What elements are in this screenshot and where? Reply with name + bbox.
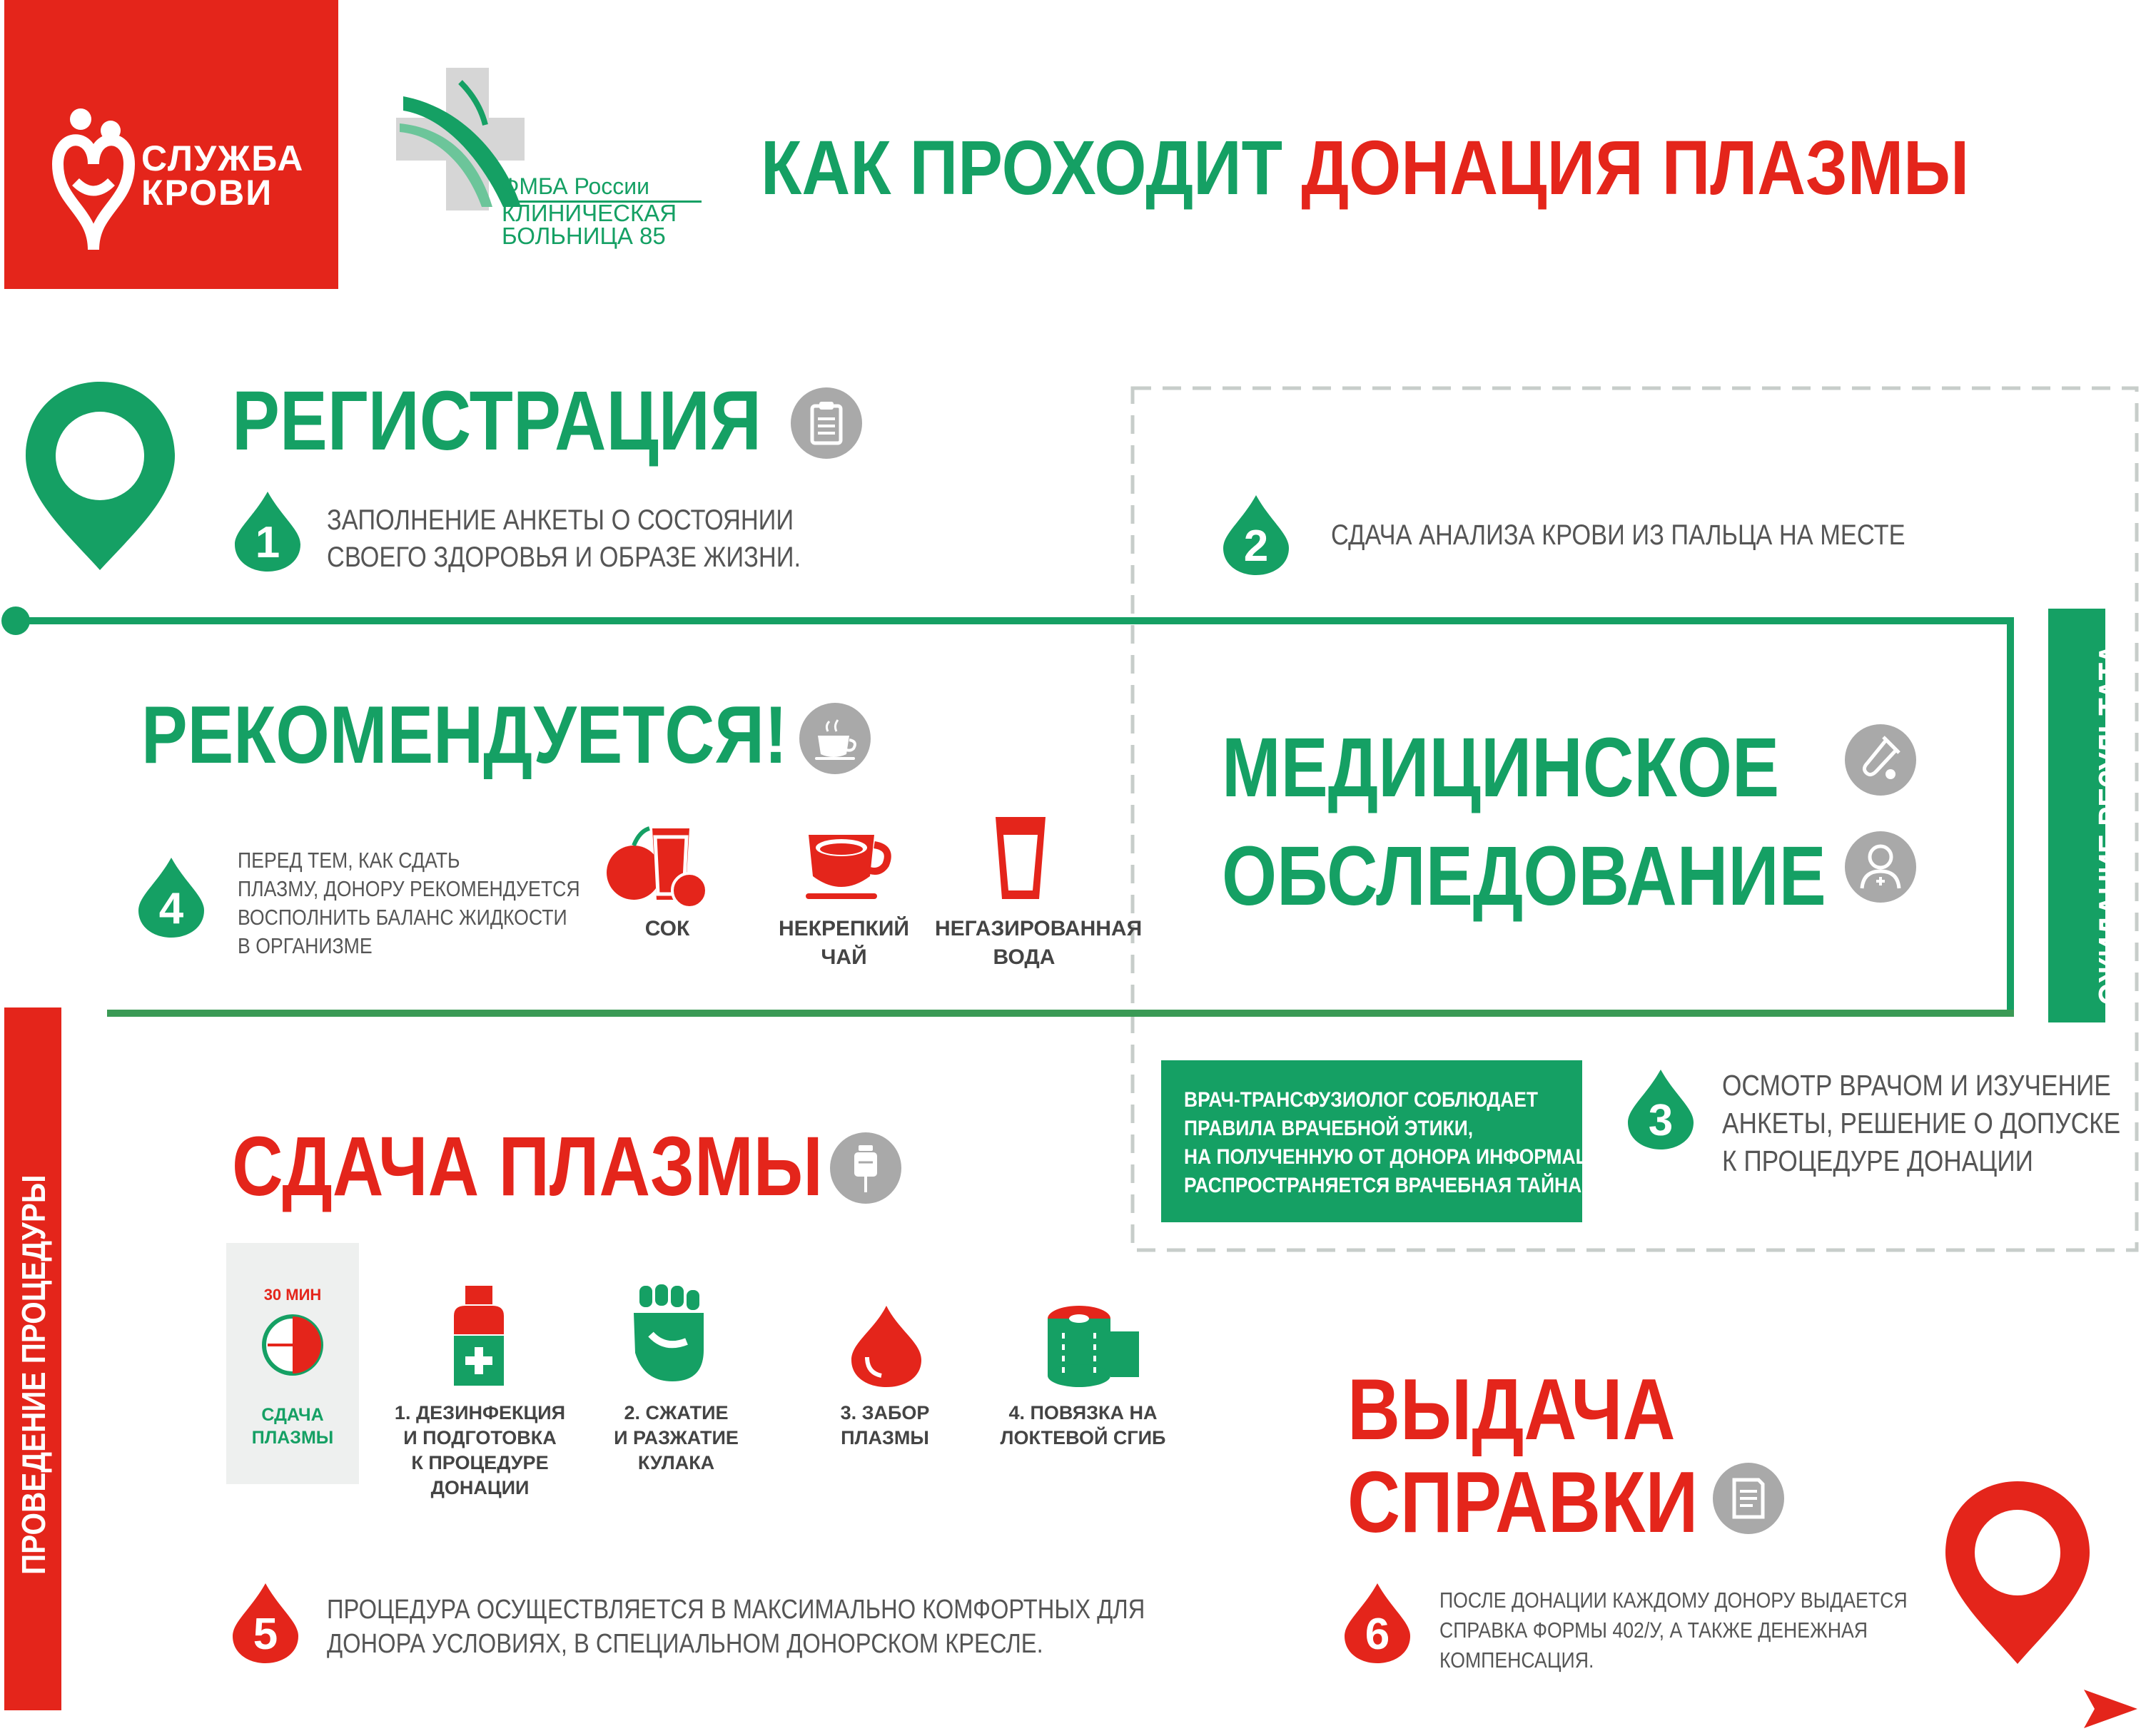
procedure-label-bar — [4, 1007, 61, 1710]
drink-water-line2: ВОДА — [993, 945, 1056, 969]
step-5-number: 5 — [253, 1610, 278, 1659]
timer-card — [226, 1243, 359, 1484]
procedure-step-1-line3: К ПРОЦЕДУРЕ ДОНАЦИИ — [411, 1452, 549, 1498]
procedure-step-3-line1: 3. ЗАБОР — [840, 1402, 930, 1423]
procedure-step-3-caption — [814, 1401, 956, 1451]
step-3-line3: К ПРОЦЕДУРЕ ДОНАЦИИ — [1722, 1144, 2034, 1177]
procedure-step-2-caption — [578, 1401, 774, 1476]
timer-label: 30 МИН — [263, 1286, 322, 1304]
step-4-text — [238, 846, 580, 960]
tea-cup-icon — [803, 819, 896, 908]
hospital-line1: КЛИНИЧЕСКАЯ — [502, 200, 677, 226]
registration-heading: РЕГИСТРАЦИЯ — [232, 374, 761, 468]
drink-water-label — [935, 915, 1143, 972]
timer-caption-line2: ПЛАЗМЫ — [251, 1428, 334, 1448]
water-glass-icon — [992, 813, 1049, 903]
ethics-note-line3: НА ПОЛУЧЕННУЮ ОТ ДОНОРА ИНФОРМАЦИЮ — [1184, 1145, 1623, 1169]
step-6-line1: ПОСЛЕ ДОНАЦИИ КАЖДОМУ ДОНОРУ ВЫДАЕТСЯ — [1439, 1588, 1908, 1613]
drink-water-line1: НЕГАЗИРОВАННАЯ — [935, 917, 1143, 940]
logo-text-line2: КРОВИ — [141, 173, 273, 213]
ethics-note-line4: РАСПРОСТРАНЯЕТСЯ ВРАЧЕБНАЯ ТАЙНА. — [1184, 1174, 1587, 1197]
ethics-note-line2: ПРАВИЛА ВРАЧЕБНОЙ ЭТИКИ, — [1184, 1117, 1474, 1140]
timer-caption-line1: СДАЧА — [261, 1405, 324, 1425]
step-4-line3: ВОСПОЛНИТЬ БАЛАНС ЖИДКОСТИ — [238, 905, 567, 930]
medical-heading-line2: ОБСЛЕДОВАНИЕ — [1222, 829, 1826, 923]
step-4-line4: В ОРГАНИЗМЕ — [238, 933, 373, 958]
end-location-pin-icon — [1941, 1477, 2095, 1670]
procedure-step-1-caption — [364, 1401, 596, 1501]
ethics-note-text — [1184, 1086, 1622, 1200]
iv-bag-icon — [830, 1132, 901, 1204]
step-4-line1: ПЕРЕД ТЕМ, КАК СДАТЬ — [238, 848, 460, 873]
waiting-label-bar — [2048, 609, 2129, 1022]
waiting-label-text: ОЖИДАНИЕ РЕЗУЛЬТАТА — [2092, 644, 2129, 1005]
step-6-badge — [1342, 1580, 1413, 1666]
title-part1: КАК ПРОХОДИТ — [761, 124, 1283, 210]
coffee-cup-icon — [799, 703, 871, 774]
start-location-pin-icon — [20, 376, 181, 576]
step-6-line3: КОМПЕНСАЦИЯ. — [1439, 1648, 1594, 1672]
drink-juice-line1: СОК — [644, 917, 690, 940]
certificate-heading — [1347, 1363, 1698, 1548]
step-3-number: 3 — [1648, 1096, 1674, 1145]
document-icon — [1713, 1463, 1784, 1534]
procedure-step-3-line2: ПЛАЗМЫ — [841, 1427, 929, 1448]
medical-heading — [1222, 714, 1826, 930]
step-1-line1: ЗАПОЛНЕНИЕ АНКЕТЫ О СОСТОЯНИИ — [327, 504, 794, 536]
step-3-badge — [1625, 1067, 1696, 1152]
recommended-heading: РЕКОМЕНДУЕТСЯ! — [141, 690, 788, 781]
juice-icon — [605, 816, 712, 912]
drink-tea-line1: НЕКРЕПКИЙ — [778, 917, 909, 940]
drink-tea-label — [778, 915, 910, 972]
logo-text-line1: СЛУЖБА — [141, 138, 305, 178]
step-4-number: 4 — [158, 884, 184, 933]
disinfectant-bottle-icon — [450, 1284, 508, 1388]
step-1-number: 1 — [255, 518, 280, 567]
bandage-roll-icon — [1045, 1303, 1143, 1389]
doctor-icon — [1845, 831, 1916, 903]
step-3-line2: АНКЕТЫ, РЕШЕНИЕ О ДОПУСКЕ — [1722, 1107, 2121, 1139]
doctor-ethics-note — [1161, 1060, 1623, 1222]
step-4-line2: ПЛАЗМУ, ДОНОРУ РЕКОМЕНДУЕТСЯ — [238, 876, 580, 901]
plasma-heading: СДАЧА ПЛАЗМЫ — [232, 1120, 823, 1214]
medical-heading-line1: МЕДИЦИНСКОЕ — [1222, 721, 1780, 815]
drink-juice-label — [614, 915, 721, 943]
procedure-step-1-line2: И ПОДГОТОВКА — [403, 1427, 557, 1448]
step-2-badge — [1220, 492, 1292, 578]
step-1-line2: СВОЕГО ЗДОРОВЬЯ И ОБРАЗЕ ЖИЗНИ. — [327, 542, 801, 573]
step-5-line1: ПРОЦЕДУРА ОСУЩЕСТВЛЯЕТСЯ В МАКСИМАЛЬНО КОМФОРТНЫХ ДЛЯ — [327, 1595, 1145, 1625]
step-5-text — [327, 1593, 1145, 1661]
hospital-line2: БОЛЬНИЦА 85 — [502, 223, 666, 249]
step-1-badge — [232, 489, 303, 574]
procedure-label-text: ПРОВЕДЕНИЕ ПРОЦЕДУРЫ — [15, 1174, 52, 1575]
fist-hand-icon — [629, 1284, 712, 1384]
step-1-text — [327, 502, 801, 576]
procedure-step-2-line1: 2. СЖАТИЕ — [624, 1402, 729, 1423]
step-6-number: 6 — [1365, 1610, 1390, 1659]
procedure-step-4-line1: 4. ПОВЯЗКА НА — [1008, 1402, 1158, 1423]
clipboard-icon — [791, 387, 862, 459]
step-3-text — [1722, 1067, 2120, 1180]
step-4-badge — [136, 855, 207, 940]
blood-service-logo-icon — [44, 103, 143, 257]
page-title — [761, 124, 1970, 210]
step-6-line2: СПРАВКА ФОРМЫ 402/У, А ТАКЖЕ ДЕНЕЖНАЯ — [1439, 1618, 1868, 1643]
procedure-step-2-line2: И РАЗЖАТИЕ КУЛАКА — [614, 1427, 739, 1473]
procedure-step-4-line2: ЛОКТЕВОЙ СГИБ — [1000, 1427, 1166, 1448]
fmba-logo — [396, 68, 710, 260]
step-5-line2: ДОНОРА УСЛОВИЯХ, В СПЕЦИАЛЬНОМ ДОНОРСКОМ КРЕСЛЕ. — [327, 1629, 1043, 1659]
ethics-note-line1: ВРАЧ-ТРАНСФУЗИОЛОГ СОБЛЮДАЕТ — [1184, 1088, 1539, 1112]
certificate-heading-line1: ВЫДАЧА — [1347, 1361, 1676, 1458]
title-part2: ДОНАЦИЯ ПЛАЗМЫ — [1301, 124, 1970, 210]
procedure-step-4-caption — [999, 1401, 1167, 1451]
step-2-number: 2 — [1243, 522, 1269, 571]
drink-tea-line2: ЧАЙ — [821, 945, 867, 969]
step-3-line1: ОСМОТР ВРАЧОМ И ИЗУЧЕНИЕ — [1722, 1069, 2111, 1102]
sluzhba-krovi-logo — [4, 0, 338, 289]
timer-icon — [260, 1313, 325, 1377]
test-tube-icon — [1845, 724, 1916, 796]
step-2-text: СДАЧА АНАЛИЗА КРОВИ ИЗ ПАЛЬЦА НА МЕСТЕ — [1331, 519, 1905, 551]
step-6-text — [1439, 1585, 1908, 1675]
fmba-label: ФМБА России — [502, 173, 649, 199]
blood-drop-icon — [847, 1303, 926, 1389]
certificate-heading-line2: СПРАВКИ — [1347, 1453, 1699, 1550]
timer-caption — [226, 1403, 359, 1449]
step-5-badge — [230, 1580, 301, 1666]
route-end-arrow — [2084, 1690, 2137, 1728]
procedure-step-1-line1: 1. ДЕЗИНФЕКЦИЯ — [394, 1402, 566, 1423]
